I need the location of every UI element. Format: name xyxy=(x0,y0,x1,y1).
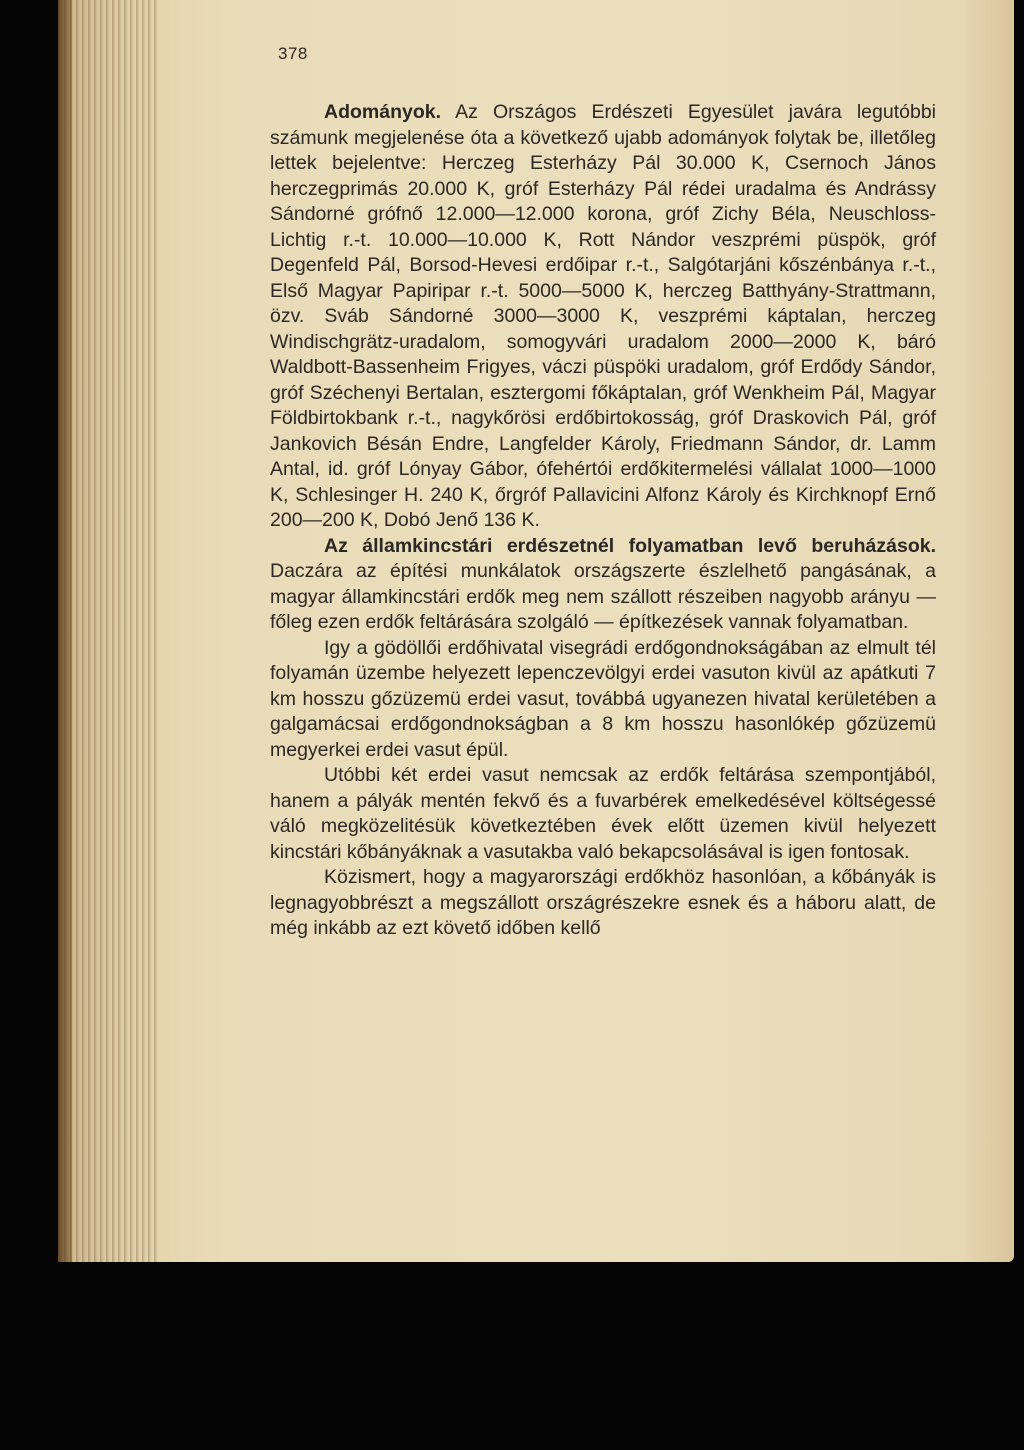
page-number: 378 xyxy=(278,44,308,63)
paragraph-text: Az Országos Erdészeti Egyesület javára legutóbbi számunk megjelenése óta a következő ujabb adományok folytak be, illetőleg lettek bejelentve: Herczeg Esterházy Pál 30.000 K, Csernoch János herczegprimás 20.000 K, gróf Esterházy Pál rédei uradalma és Andrássy Sándorné grófnő 12.000—12.000 korona, gróf Zichy Béla, Neuschloss-Lichtig r.-t. 10.000—10.000 K, Rott Nándor veszprémi püspök, gróf Degenfeld Pál, Borsod-Hevesi erdőipar r.-t., Salgótarjáni kőszénbánya r.-t., Első Magyar Papiripar r.-t. 5000—5000 K, herczeg Batthyány-Strattmann, özv. Sváb Sándorné 3000—3000 K, veszprémi káptalan, herczeg Windischgrätz-uradalom, somogyvári uradalom 2000—2000 K, báró Waldbott-Bassenheim Frigyes, váczi püspöki uradalom, gróf Erdődy Sándor, gróf Széchenyi Bertalan, esztergomi főkáptalan, gróf Wenkheim Pál, Magyar Földbirtokbank r.-t., nagykőrösi erdőbirtokosság, gróf Draskovich Pál, gróf Jankovich Bésán Endre, Langfelder Károly, Friedmann Sándor, dr. Lamm Antal, id. gróf Lónyay Gábor, ófehértói erdőkitermelési vállalat 1000—1000 K, Schlesinger H. 240 K, őrgróf Pallavicini Alfonz Károly és Kirchknopf Ernő 200—200 K, Dobó Jenő 136 K. xyxy=(270,101,937,531)
paragraph-vasutak: Utóbbi két erdei vasut nemcsak az erdők feltárása szempontjából, hanem a pályák mentén fekvő és a fuvarbérek emelkedésével költségessé váló megközelitésük következtében évek előtt üzemen kivül helyezett kincstári kőbányáknak a vasutakba való bekapcsolásával is igen fontosak. xyxy=(270,764,936,863)
paragraph-heading: Adományok. xyxy=(324,101,442,123)
paragraph-beruhazasok xyxy=(270,534,936,636)
body-text xyxy=(270,100,936,942)
book-page xyxy=(58,0,1014,1262)
paragraph-adomanyok xyxy=(270,100,936,534)
paragraph-text: Daczára az építési munkálatok országszerte észlelhető pangásának, a magyar államkincstári erdők meg nem szállott részeiben nagyobb arányu — főleg ezen erdők feltárására szolgáló — építkezések vannak folyamatban. xyxy=(270,560,936,633)
paragraph-godollo: Igy a gödöllői erdőhivatal visegrádi erdőgondnokságában az elmult tél folyamán üzembe helyezett lepenczevölgyi erdei vasuton kivül az apátkuti 7 km hosszu gőzüzemü erdei vasut, továbbá ugyanezen hivatal kerületében a galgamácsai erdőgondnokságban a 8 km hosszu hasonlókép gőzüzemü megyerkei erdei vasut épül. xyxy=(270,636,936,761)
page-edge-shading xyxy=(58,0,158,1262)
paragraph-kobanyak: Közismert, hogy a magyarországi erdőkhöz hasonlóan, a kőbányák is legnagyobbrészt a megszállott országrészekre esnek és a háboru alatt, de még inkább az ezt követő időben kellő xyxy=(270,866,936,939)
paragraph-heading: Az államkincstári erdészetnél folyamatban levő beruházások. xyxy=(324,534,936,557)
